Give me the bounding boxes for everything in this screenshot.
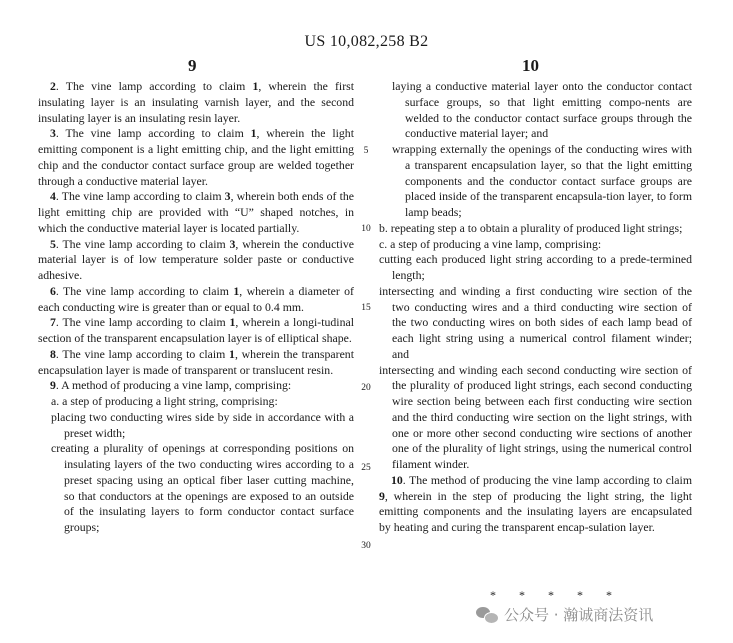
- left-column: [38, 79, 354, 536]
- line-number: 25: [361, 463, 371, 473]
- claim-3: 3. The vine lamp according to claim 1, wherein the light emitting component is a light emitting chip, and the light emitting chip and the conductor contact surface group are welded together through a conductive material layer.: [38, 126, 354, 188]
- line-number: 30: [361, 541, 371, 551]
- column-number-left: 9: [188, 56, 197, 75]
- step-intersecting-second: intersecting and winding each second conducting wire section of the plurality of produced light strings, each second conducting wire section being between each first conducting wire section and the third conducting wire section on the light strings, with one or more other second conducting wire sections of another one of the plurality of light strings, using the numerical control filament winder.: [379, 362, 692, 471]
- step-placing: placing two conducting wires side by side in accordance with a preset width;: [51, 409, 354, 440]
- step-intersecting-first: intersecting and winding a first conducting wire section of the two conducting wires and a third conducting wire section of the two conducting wires on both sides of each lamp bead of each light string using a numerical control filament winder; and: [379, 283, 692, 361]
- claim-8: 8. The vine lamp according to claim 1, wherein the transparent encapsulation layer is made of transparent or translucent resin.: [38, 346, 354, 377]
- line-number: 10: [361, 224, 371, 234]
- claim-7: 7. The vine lamp according to claim 1, wherein a longi-tudinal section of the transparent encapsulation layer is of elliptical shape.: [38, 315, 354, 345]
- step-b: b. repeating step a to obtain a plurality of produced light strings;: [379, 220, 683, 235]
- watermark: [476, 604, 653, 625]
- claim-2: 2. The vine lamp according to claim 1, wherein the first insulating layer is an insulating varnish layer, and the second insulating layer is an insulating resin layer.: [38, 79, 354, 125]
- right-column: [379, 79, 692, 536]
- step-wrapping: wrapping externally the openings of the conducting wires with a transparent encapsulation layer, so that the light emitting components and the conductor contact surface groups are placed inside of the transparent encapsula-tion layer, to form lamp beads;: [392, 142, 692, 219]
- claim-5: 5. The vine lamp according to claim 3, wherein the conductive material layer is of low temperature solder paste or conductive adhesive.: [38, 236, 354, 282]
- line-number: 5: [363, 146, 369, 156]
- claim-6: 6. The vine lamp according to claim 1, wherein a diameter of each conducting wire is greater than or equal to 0.4 mm.: [38, 283, 354, 314]
- step-creating: creating a plurality of openings at corresponding positions on insulating layers of the two conducting wires according to a preset spacing using an optical fiber laser cutting machine, so that conductors at the openings are exposed to an outside of the insulating layers to form conductor contact surface groups;: [51, 441, 354, 534]
- step-laying: laying a conductive material layer onto the conductor contact surface groups, so that light emitting compo-nents are welded to the conductor contact surface groups through the conductive material layer; and: [392, 79, 692, 141]
- step-c: c. a step of producing a vine lamp, comprising:: [379, 236, 602, 251]
- wechat-icon: [476, 606, 498, 624]
- claim-4: 4. The vine lamp according to claim 3, wherein both ends of the light emitting chip are provided with “U” shaped notches, in which the conductive material layer is located partially.: [38, 189, 354, 235]
- column-number-right: 10: [522, 56, 539, 75]
- line-number: 15: [361, 303, 371, 313]
- step-cutting: cutting each produced light string according to a prede-termined length;: [379, 252, 692, 282]
- line-numbers: [356, 0, 376, 643]
- line-number: 20: [361, 383, 371, 393]
- end-stars: * * * * *: [490, 588, 622, 602]
- patent-number: US 10,082,258 B2: [304, 33, 429, 50]
- claim-9: 9. A method of producing a vine lamp, comprising:: [50, 378, 292, 393]
- watermark-text: 公众号 · 瀚诚商法资讯: [504, 606, 654, 624]
- claim-10: 10. The method of producing the vine lamp according to claim 9, wherein in the step of producing the light string, the light emitting components and the insulating layers are encapsulated by heating and curing the transparent encap-sulation layer.: [379, 472, 692, 534]
- step-a: a. a step of producing a light string, comprising:: [51, 394, 278, 408]
